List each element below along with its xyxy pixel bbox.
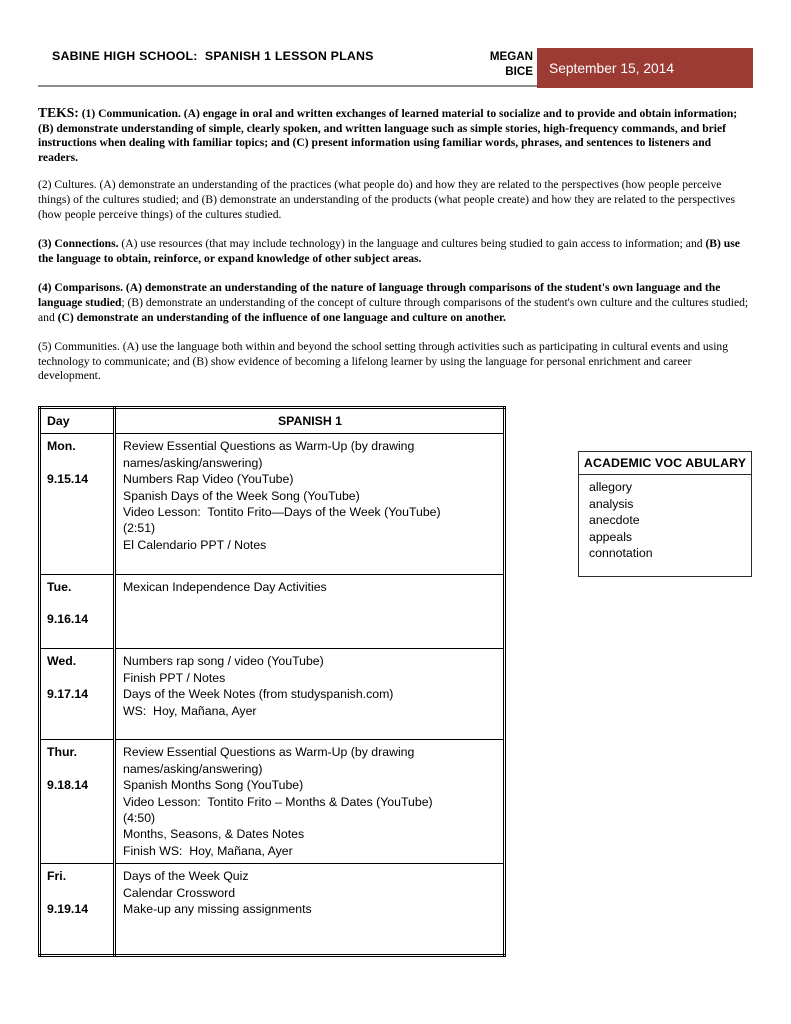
table-header-row <box>40 408 505 434</box>
plan-line: Months, Seasons, & Dates Notes <box>123 827 305 842</box>
plan-line: Calendar Crossword <box>123 885 236 900</box>
teks-paragraph-4 <box>38 281 754 325</box>
plan-line: (4:50) <box>123 810 156 825</box>
plan-line: names/asking/answering) <box>123 455 263 470</box>
plan-spacer <box>123 719 497 735</box>
teks-paragraph-4-lead: (4) Comparisons. (A) demonstrate an understanding of the nature of language through comparisons of the student's own language and the language studied <box>38 281 721 309</box>
document-header <box>0 0 791 100</box>
teks-paragraph-5: (5) Communities. (A) use the language both within and beyond the school setting through activities such as participating in cultural events and using technology to communicate; and (B) show evidence of becoming a lifelong learner by using the language for personal enrichment and career development. <box>38 340 729 383</box>
teks-paragraph-3 <box>38 237 754 266</box>
day-date: 9.19.14 <box>47 901 89 916</box>
table-row <box>40 649 505 740</box>
plan-line: Video Lesson: Tontito Frito—Days of the Week (YouTube) <box>123 505 441 520</box>
plan-line: WS: Hoy, Mañana, Ayer <box>123 703 257 718</box>
table-row <box>40 864 505 956</box>
plan-line: Spanish Days of the Week Song (YouTube) <box>123 488 360 503</box>
teks-label: TEKS: <box>38 105 79 120</box>
author-name <box>400 49 533 79</box>
day-label: Thur. <box>47 745 78 760</box>
teks-paragraph-1 <box>38 106 754 165</box>
table-row <box>40 740 505 864</box>
header-date: September 15, 2014 <box>549 61 675 76</box>
column-header-subject: SPANISH 1 <box>115 408 505 434</box>
page-title: SABINE HIGH SCHOOL: SPANISH 1 LESSON PLANS <box>52 49 374 63</box>
plan-cell-monday <box>115 434 505 574</box>
day-date: 9.17.14 <box>47 686 89 701</box>
plan-cell-wednesday <box>115 649 505 740</box>
column-header-day: Day <box>40 408 115 434</box>
plan-spacer <box>123 553 497 569</box>
list-item: anecdote <box>589 513 640 528</box>
author-last-name: BICE <box>505 65 533 78</box>
plan-line: Numbers rap song / video (YouTube) <box>123 654 324 669</box>
lesson-plan-table-wrapper <box>38 406 472 957</box>
plan-cell-friday <box>115 864 505 956</box>
plan-line: Review Essential Questions as Warm-Up (by drawing <box>123 439 415 454</box>
teks-paragraph-4-end: (C) demonstrate an understanding of the influence of one language and culture on another. <box>57 310 506 324</box>
teks-paragraph-1-text: (1) Communication. (A) engage in oral and written exchanges of learned material to socialize and to provide and obtain information; (B) demonstrate understanding of simple, clearly spoken, and written language such as simple stories, high-frequency commands, and brief instructions when dealing with familiar topics; and (C) present information using familiar words, phrases, and sentences to listeners and readers. <box>38 107 738 164</box>
plan-cell-tuesday <box>115 574 505 649</box>
plan-line: Video Lesson: Tontito Frito – Months & Dates (YouTube) <box>123 794 433 809</box>
plan-spacer <box>123 628 497 644</box>
plan-spacer <box>123 611 497 627</box>
plan-line: El Calendario PPT / Notes <box>123 537 267 552</box>
plan-cell-thursday <box>115 740 505 864</box>
plan-line: Days of the Week Notes (from studyspanish.com) <box>123 687 394 702</box>
list-item: allegory <box>589 480 633 494</box>
day-date: 9.15.14 <box>47 471 89 486</box>
plan-line: names/asking/answering) <box>123 761 263 776</box>
vocabulary-list <box>579 475 751 576</box>
day-label: Fri. <box>47 869 67 884</box>
table-row <box>40 574 505 649</box>
author-first-name: MEGAN <box>489 50 533 63</box>
day-cell-monday <box>40 434 115 574</box>
plan-spacer <box>123 934 497 950</box>
teks-paragraph-3-lead: (3) Connections. <box>38 237 119 251</box>
day-label: Wed. <box>47 654 77 669</box>
day-label: Mon. <box>47 439 76 454</box>
plan-line: Days of the Week Quiz <box>123 869 249 884</box>
plan-spacer <box>123 595 497 611</box>
plan-line: (2:51) <box>123 521 156 536</box>
list-item: connotation <box>589 546 653 561</box>
header-divider <box>38 85 537 87</box>
table-row <box>40 434 505 574</box>
plan-line: Finish PPT / Notes <box>123 670 226 685</box>
plan-line: Spanish Months Song (YouTube) <box>123 778 304 793</box>
day-date: 9.18.14 <box>47 777 89 792</box>
plan-line: Make-up any missing assignments <box>123 901 312 916</box>
list-item: appeals <box>589 529 633 544</box>
teks-paragraph-3-end: (B) use the language to obtain, reinforce, or expand knowledge of other subject areas. <box>38 237 740 265</box>
plan-line: Numbers Rap Video (YouTube) <box>123 472 294 487</box>
day-cell-friday <box>40 864 115 956</box>
list-item: analysis <box>589 496 634 511</box>
plan-line: Finish WS: Hoy, Mañana, Ayer <box>123 843 293 858</box>
day-date: 9.16.14 <box>47 612 89 627</box>
plan-line: Review Essential Questions as Warm-Up (by drawing <box>123 745 415 760</box>
date-banner <box>537 48 753 88</box>
teks-paragraph-2: (2) Cultures. (A) demonstrate an understanding of the practices (what people do) and how they are related to the perspectives (how people perceive things) of the cultures studied; and (B) demonstrate an understanding of the products (what people create) and how they are related to the perspectives (how people perceive things) of the cultures studied. <box>38 178 736 221</box>
teks-standards-section <box>38 106 754 397</box>
day-cell-tuesday <box>40 574 115 649</box>
day-cell-wednesday <box>40 649 115 740</box>
plan-spacer <box>123 917 497 933</box>
teks-paragraph-3-mid: (A) use resources (that may include technology) in the language and cultures being studied to gain access to information; and <box>118 237 706 251</box>
teks-paragraph-4-mid: ; (B) demonstrate an understanding of the concept of culture through comparisons of the student's own culture and the cultures studied; and <box>38 295 749 324</box>
lesson-plan-table <box>38 406 506 957</box>
day-cell-thursday <box>40 740 115 864</box>
lesson-plan-table-body <box>40 408 505 956</box>
day-label: Tue. <box>47 579 72 594</box>
vocabulary-heading: ACADEMIC VOC ABULARY <box>579 452 751 475</box>
plan-line: Mexican Independence Day Activities <box>123 579 327 594</box>
academic-vocabulary-box <box>578 451 752 577</box>
